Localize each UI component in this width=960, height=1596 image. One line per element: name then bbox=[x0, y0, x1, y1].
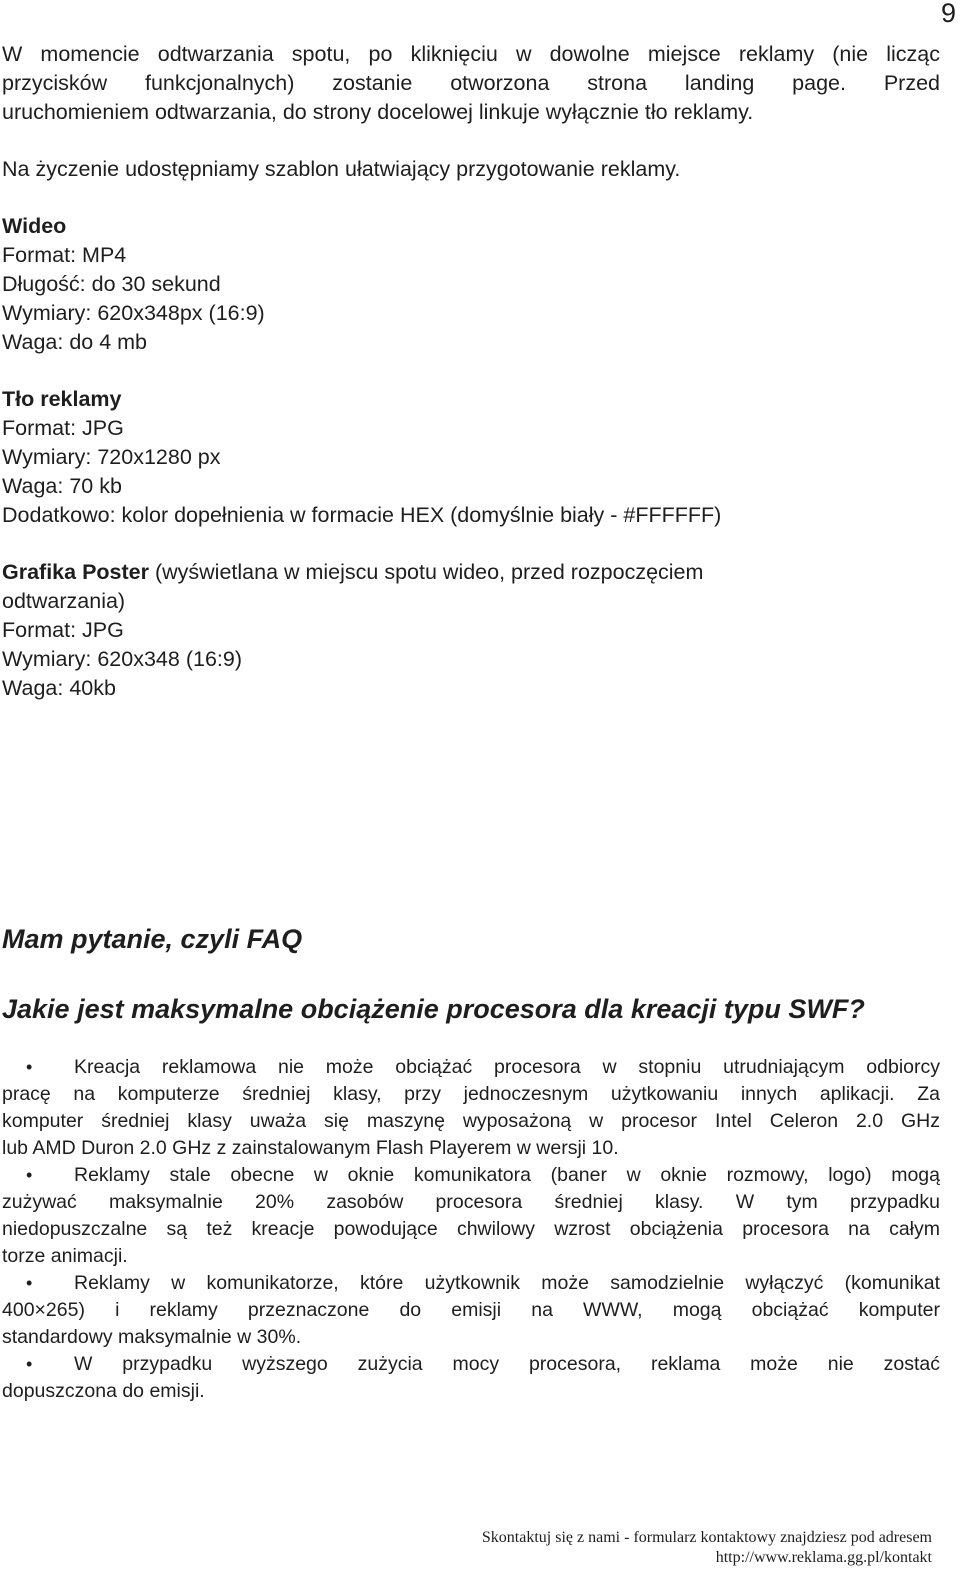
poster-heading: Grafika Poster bbox=[2, 560, 149, 584]
poster-heading-note-cont: odtwarzania) bbox=[2, 589, 126, 613]
background-extra: Dodatkowo: kolor dopełnienia w formacie HEX (domyślnie biały - #FFFFFF) bbox=[2, 503, 722, 527]
bullet-icon: • bbox=[26, 1057, 33, 1077]
poster-heading-note: (wyświetlana w miejscu spotu wideo, przed rozpoczęciem bbox=[148, 560, 704, 584]
faq-answer-item bbox=[2, 1270, 940, 1351]
poster-dimensions: Wymiary: 620x348 (16:9) bbox=[2, 647, 242, 671]
spec-section bbox=[2, 212, 940, 703]
faq-answer-line: lub AMD Duron 2.0 GHz z zainstalowanym Flash Playerem w wersji 10. bbox=[2, 1137, 619, 1159]
template-note: Na życzenie udostępniamy szablon ułatwiający przygotowanie reklamy. bbox=[2, 157, 681, 181]
faq-answer-line: Kreacja reklamowa nie może obciążać procesora w stopniu utrudniającym odbiorcy bbox=[74, 1056, 940, 1078]
intro-line: W momencie odtwarzania spotu, po kliknięciu w dowolne miejsce reklamy (nie licząc bbox=[2, 42, 940, 66]
footer-contact-text: Skontaktuj się z nami - formularz kontaktowy znajdziesz pod adresem bbox=[481, 1529, 932, 1546]
poster-spec bbox=[2, 558, 940, 703]
background-heading: Tło reklamy bbox=[2, 387, 122, 411]
intro-line: przycisków funkcjonalnych) zostanie otworzona strona landing page. Przed bbox=[2, 71, 940, 95]
footer bbox=[482, 1528, 932, 1568]
faq-answer-item bbox=[2, 1351, 940, 1405]
faq-answer-line: 400×265) i reklamy przeznaczone do emisji na WWW, mogą obciążać komputer bbox=[2, 1299, 940, 1321]
video-length: Długość: do 30 sekund bbox=[2, 272, 221, 296]
video-format: Format: MP4 bbox=[2, 243, 127, 267]
faq-answer-line: pracę na komputerze średniej klasy, przy jednoczesnym użytkowaniu innych aplikacji. Za bbox=[2, 1083, 940, 1105]
faq-answer-line: zużywać maksymalnie 20% zasobów procesora średniej klasy. W tym przypadku bbox=[2, 1191, 940, 1213]
bullet-icon: • bbox=[26, 1354, 33, 1374]
page-number: 9 bbox=[940, 0, 956, 28]
faq-answer-line: komputer średniej klasy uważa się maszynę wyposażoną w procesor Intel Celeron 2.0 GHz bbox=[2, 1110, 940, 1132]
footer-contact-link[interactable]: http://www.reklama.gg.pl/kontakt bbox=[715, 1549, 932, 1566]
faq-answer-line: niedopuszczalne są też kreacje powodujące chwilowy wzrost obciążenia procesora na całym bbox=[2, 1218, 940, 1240]
poster-format: Format: JPG bbox=[2, 618, 124, 642]
video-dimensions: Wymiary: 620x348px (16:9) bbox=[2, 301, 265, 325]
background-weight: Waga: 70 kb bbox=[2, 474, 122, 498]
background-dimensions: Wymiary: 720x1280 px bbox=[2, 445, 221, 469]
faq-answer-line: torze animacji. bbox=[2, 1245, 128, 1267]
faq-answer-list bbox=[2, 1054, 940, 1405]
poster-weight: Waga: 40kb bbox=[2, 676, 116, 700]
background-format: Format: JPG bbox=[2, 416, 124, 440]
faq-answer-line: standardowy maksymalnie w 30%. bbox=[2, 1326, 302, 1348]
faq-heading: Mam pytanie, czyli FAQ bbox=[2, 924, 303, 954]
faq-answer-line: Reklamy w komunikatorze, które użytkownik może samodzielnie wyłączyć (komunikat bbox=[74, 1272, 940, 1294]
bullet-icon: • bbox=[26, 1273, 33, 1293]
intro-paragraph bbox=[2, 40, 940, 127]
video-heading: Wideo bbox=[2, 214, 67, 238]
faq-answer-item bbox=[2, 1054, 940, 1162]
faq-answer-item bbox=[2, 1162, 940, 1270]
intro-line: uruchomieniem odtwarzania, do strony docelowej linkuje wyłącznie tło reklamy. bbox=[2, 100, 754, 124]
faq-answer-line: Reklamy stale obecne w oknie komunikatora (baner w oknie rozmowy, logo) mogą bbox=[74, 1164, 940, 1186]
video-weight: Waga: do 4 mb bbox=[2, 330, 147, 354]
faq-answer-line: dopuszczona do emisji. bbox=[2, 1380, 205, 1402]
bullet-icon: • bbox=[26, 1165, 33, 1185]
video-spec bbox=[2, 212, 940, 357]
faq-question: Jakie jest maksymalne obciążenie procesora dla kreacji typu SWF? bbox=[2, 994, 865, 1024]
background-spec bbox=[2, 385, 940, 530]
faq-answer-line: W przypadku wyższego zużycia mocy procesora, reklama może nie zostać bbox=[74, 1353, 940, 1375]
